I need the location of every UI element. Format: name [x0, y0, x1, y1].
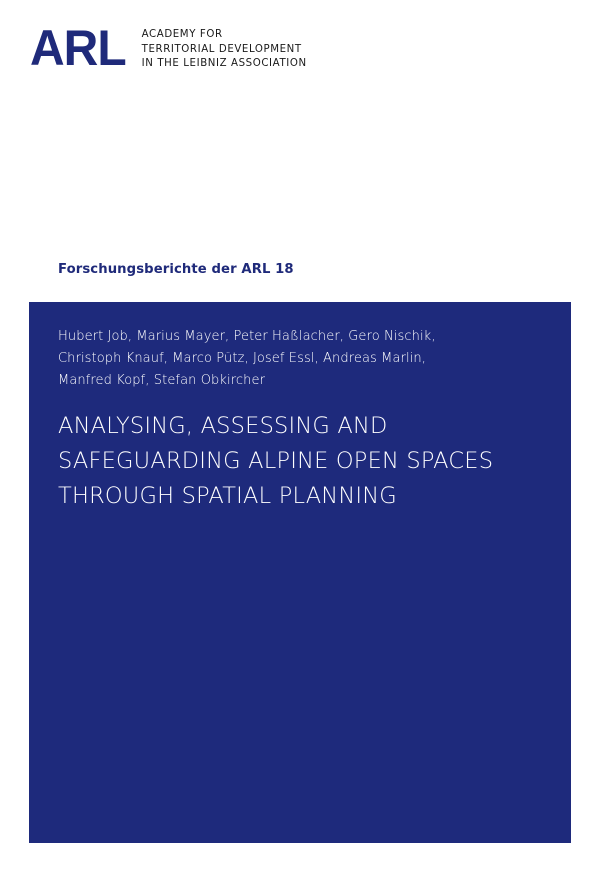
publisher-logo — [30, 20, 307, 77]
publisher-name — [142, 28, 307, 72]
publisher-name-line: TERRITORIAL DEVELOPMENT — [141, 43, 302, 55]
cover-panel — [29, 302, 571, 843]
publisher-name-line: IN THE LEIBNIZ ASSOCIATION — [141, 58, 307, 69]
book-title-line: SAFEGUARDING ALPINE OPEN SPACES — [58, 448, 494, 474]
book-title — [58, 409, 563, 514]
author-line: Hubert Job, Marius Mayer, Peter Haßlacher, Gero Nischik, — [58, 329, 436, 344]
series-title: Forschungsberichte der ARL 18 — [58, 262, 294, 277]
book-title-line: ANALYSING, ASSESSING AND — [58, 413, 388, 439]
arl-logo-mark: ARL — [30, 20, 126, 77]
publisher-name-line: ACADEMY FOR — [141, 29, 223, 40]
author-line: Manfred Kopf, Stefan Obkircher — [58, 373, 266, 388]
book-title-line: THROUGH SPATIAL PLANNING — [58, 483, 397, 509]
author-line: Christoph Knauf, Marco Pütz, Josef Essl, Andreas Marlin, — [58, 351, 426, 366]
author-list — [58, 326, 558, 392]
